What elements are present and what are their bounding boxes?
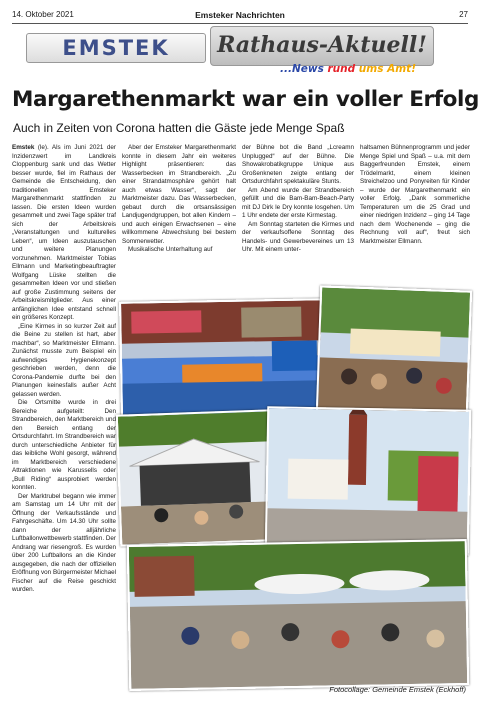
issue-date: 14. Oktober 2021 — [12, 10, 74, 19]
article-column-3: der Bühne bot die Band „Lcreamn Unplugged“ auf der Bühne. Die Showakrobatikgruppe Unique aus Großenkneten zeigte entlang der Ortsdurchfahrt spektakuläre Stunts. Am Abend wurde der Strandbereich gefüllt und die Bam-Bam-Beach-Party mit DJ Dirk le Dry konnte losgehen. Um 1 Uhr endete der erste Kirmestag. Am Sonntag starteten die Kirmes und der verkaufsoffene Sonntag des Handels- und Gewerbevereines um 13 Uhr. Mit einem unter- — [242, 144, 354, 253]
article-column-2: Aber der Emsteker Margarethenmarkt konnte in diesem Jahr ein weiteres Highlight präsentieren: das Wasserbecken im Strandbereich. „Zu einer Strandatmosphäre gehört halt auch etwas Wasser“, sagt der Marktmeister dazu. Das Wasserbecken, gebaut durch die ortsansässigen Landjugendgruppen, bot allen Kindern – und auch einigen Erwachsenen – eine willkommene Abwechslung bei bestem Sommerwetter. Musikalische Unterhaltung auf — [122, 144, 236, 253]
photo-church-market — [265, 406, 472, 556]
photo-credit: Fotocollage: Gemeinde Emstek (Eckhoff) — [329, 685, 466, 694]
article-subheadline: Auch in Zeiten von Corona hatten die Gäste jede Menge Spaß — [13, 121, 345, 135]
header-rule — [12, 23, 468, 24]
newspaper-name: Emsteker Nachrichten — [195, 10, 285, 20]
photo-water-pool — [119, 298, 325, 418]
rathaus-tagline: ...News rund ums Amt! — [280, 63, 416, 75]
photo-marketplace — [127, 539, 469, 691]
article-column-1: Emstek (le). Als im Juni 2021 der Inzidenzwert im Landkreis Cloppenburg sank und das Wetter besser wurde, fiel im Rathaus der Gemeinde die Entscheidung, den traditionellen Emsteker Margarethenmarkt stattfinden zu lassen. Die ersten Ideen wurden gesammelt und zwei Tage später traf sich der Arbeitskreis „Veranstaltungen und kulturelles Leben“, um Ideen auszutauschen und weitere Planungen vorzunehmen. Marktmeister Tobias Ellmann und Marketingbeauftragter Wolfgang Lüske stellten die gesammelten Ideen vor und stießen auf große Zustimmung seitens der Arbeitskreismitglieder. Aus einer anfänglichen Idee entstand schnell ein größeres Konzept. „Eine Kirmes in so kurzer Zeit auf die Beine zu stellen ist hart, aber machbar“, so Marktmeister Ellmann. Zunächst musste zum Beispiel ein aufwendiges Hygienekonzept geschrieben werden, denn die Corona-Pandemie durfte bei den Planungen keinesfalls außer Acht gelassen werden. Die Ortsmitte wurde in drei Bereiche aufgeteilt: Den Strandbereich, den Marktbereich und den Bereich entlang der Ortsdurchfahrt. Im Strandbereich war durch unterschiedliche Anbieter für das leibliche Wohl gesorgt, während im Marktbereich verschiedene Attraktionen wie Karussells oder „Bull Riding“ ausprobiert werden konnten. Der Marktrubel begann wie immer am Samstag um 14 Uhr mit der Öffnung der Verkaufsstände und Fahrgeschäfte. Um 14.30 Uhr sollte dann der alljährliche Luftballonwettbewerb stattfinden. Der Andrang war riesengroß. Es wurden über 200 Luftballons an die Kinder ausgegeben, die nach der offiziellen Eröffnung von Bürgermeister Michael Fischer auf die Reise geschickt wurden. — [12, 144, 116, 593]
photo-stage-tent — [116, 409, 275, 546]
rathaus-aktuell-banner: Rathaus-Aktuell! — [210, 26, 434, 66]
page-header — [12, 10, 468, 22]
page-number: 27 — [459, 10, 468, 19]
article-headline: Margarethenmarkt war ein voller Erfolg — [12, 87, 480, 112]
emstek-logo: EMSTEK — [26, 33, 206, 63]
article-column-4: haltsamen Bühnenprogramm und jeder Menge Spiel und Spaß – u.a. mit dem Baggerfreunden Emstek, einem Trödelmarkt, einem kleinen Streichelzoo und Ponyreiten für Kinder – wurde der Margarethenmarkt ein voller Erfolg. „Dank sommerliche Temperaturen um die 25 Grad und einer niedrigen Inzidenz – ging 14 Tage nach dem Wochenende – ging die Rechnung voll auf“, freut sich Marktmeister Ellmann. — [360, 144, 470, 245]
photo-beach-crowd — [316, 285, 472, 416]
